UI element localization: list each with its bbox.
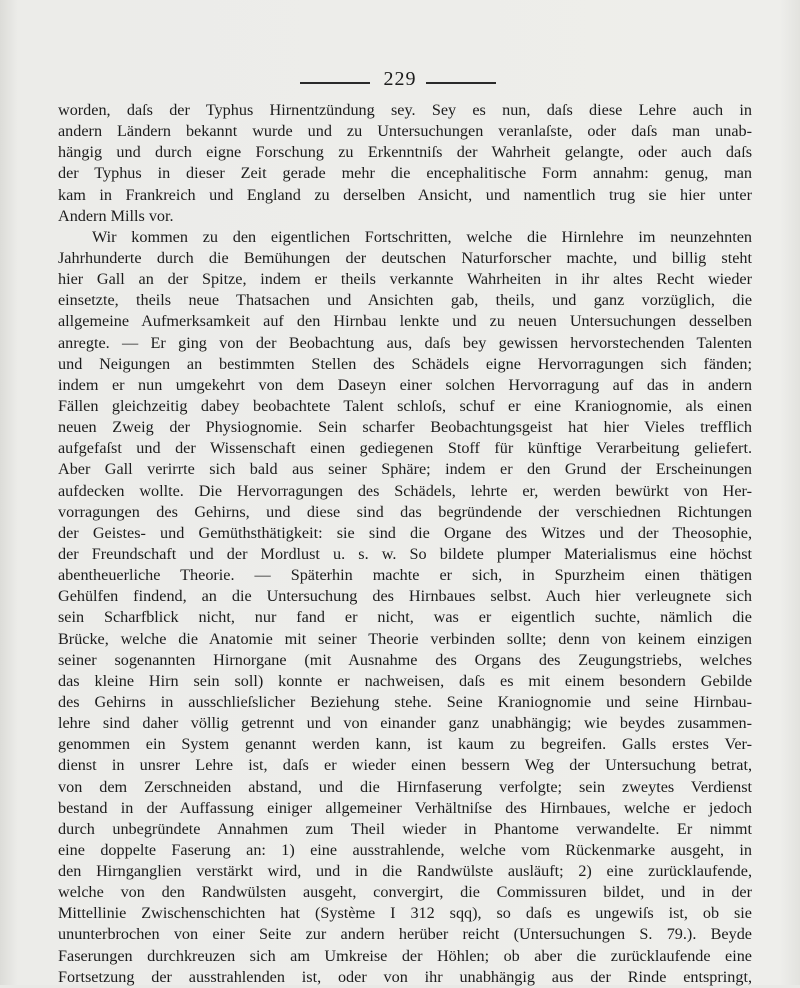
text-line: Fortsetzung der ausstrahlenden ist, oder von ihr unabhängig aus der Rinde entspringt, <box>58 967 752 986</box>
text-line: welche von den Randwülsten ausgeht, convergirt, die Commissuren bildet, und in der <box>58 883 752 902</box>
text-line: neuen Zweig der Physiognomie. Sein scharfer Beobachtungsgeist hat hier Vieles trefflich <box>58 418 752 437</box>
text-line: ununterbrochen von einer Seite zur andern herüber reicht (Untersuchungen S. 79.). Beyde <box>58 925 752 944</box>
text-line: genommen ein System genannt werden kann, ist kaum zu begreifen. Galls erstes Ver- <box>58 735 752 754</box>
paragraph-1 <box>58 100 752 227</box>
text-line: kam in Frankreich und England zu derselben Ansicht, und namentlich trug sie hier unter <box>58 185 752 204</box>
header-rule-right <box>426 82 496 84</box>
text-line: Faserungen durchkreuzen sich am Umkreise der Höhlen; ob aber die zurücklaufende eine <box>58 946 752 965</box>
text-line: sein Scharfblick nicht, nur fand er nicht, was er eigentlich suchte, nämlich die <box>58 608 752 627</box>
text-line: Aber Gall verirrte sich bald aus seiner Sphäre; indem er den Grund der Erscheinungen <box>58 460 752 479</box>
text-line: Mittellinie Zwischenschichten hat (Système I 312 sqq), so daſs es ungewiſs ist, ob sie <box>58 904 752 923</box>
text-line: eine doppelte Faserung an: 1) eine ausstrahlende, welche vom Rückenmarke ausgeht, in <box>58 840 752 859</box>
text-line: hängig und durch eigne Forschung zu Erkenntniſs der Wahrheit gelangte, oder auch daſs <box>58 143 752 162</box>
header-rule-left <box>300 82 370 84</box>
text-line: worden, daſs der Typhus Hirnentzündung sey. Sey es nun, daſs diese Lehre auch in <box>58 101 752 119</box>
text-line: seiner sogenannten Hirnorgane (mit Ausnahme des Organs des Zeugungstriebs, welches <box>58 650 752 669</box>
text-line: einsetzte, theils neue Thatsachen und Ansichten gab, theils, und ganz vorzüglich, die <box>58 291 752 310</box>
text-line: Brücke, welche die Anatomie mit seiner Theorie verbinden sollte; denn von keinem einzigen <box>58 629 752 648</box>
text-line: vorragungen des Gehirns, und diese sind das begründende der verschiednen Richtungen <box>58 502 752 521</box>
text-line: Jahrhunderte durch die Bemühungen der deutschen Naturforscher machte, und billig steht <box>58 248 752 267</box>
text-line: des Gehirns in ausschlieſslicher Beziehung stehe. Seine Kraniognomie und seine Hirnbau- <box>58 692 752 711</box>
text-line: dienst in unsrer Lehre ist, daſs er wieder einen bessern Weg der Untersuchung betrat, <box>58 756 752 775</box>
text-line: durch unbegründete Annahmen zum Theil wieder in Phantome verwandelte. Er nimmt <box>58 819 752 838</box>
text-line: der Typhus in dieser Zeit gerade mehr die encephalitische Form annahm: genug, man <box>58 164 752 183</box>
text-line: allgemeine Aufmerksamkeit auf den Hirnbau lenkte und zu neuen Untersuchungen desselben <box>58 312 752 331</box>
text-line: indem er nun umgekehrt von dem Daseyn einer solchen Hervorragung auf das in andern <box>58 375 752 394</box>
text-line: Andern Mills vor. <box>58 206 174 225</box>
page-header <box>0 68 800 98</box>
text-line: den Hirnganglien verstärkt wird, und in die Randwülste ausläuft; 2) eine zurücklaufende, <box>58 862 752 881</box>
text-line: anregte. — Er ging von der Beobachtung aus, daſs bey gewissen hervorstechenden Talenten <box>58 333 752 352</box>
text-line: aufdecken wollte. Die Hervorragungen des Schädels, lehrte er, werden bewürkt von Her- <box>58 481 752 500</box>
text-line: Wir kommen zu den eigentlichen Fortschritten, welche die Hirnlehre im neunzehnten <box>92 227 752 246</box>
text-line: das kleine Hirn sein soll) konnte er nachweisen, daſs es mit einem besondern Gebilde <box>58 671 752 690</box>
text-line: der Freundschaft und der Mordlust u. s. w. So bildete plumper Materialismus eine höchst <box>58 544 752 563</box>
text-line: lehre sind daher völlig getrennt und von einander ganz unabhängig; wie beydes zusammen- <box>58 714 752 733</box>
text-line: bestand in der Auffassung einiger allgemeiner Verhältniſse des Hirnbaues, welche er jedoch <box>58 798 752 817</box>
text-line: hier Gall an der Spitze, indem er theils verkannte Wahrheiten in ihr altes Recht wieder <box>58 270 752 289</box>
text-line: aufgefaſst und der Wissenschaft einen gediegenen Stoff für künftige Verarbeitung geliefert. <box>58 439 752 458</box>
text-line: der Geistes- und Gemüthsthätigkeit: sie sind die Organe des Witzes und der Theosophie, <box>58 523 752 542</box>
page-number: 229 <box>383 68 417 90</box>
paragraph-2 <box>58 227 752 988</box>
text-line: von dem Zerschneiden abstand, und die Hirnfaserung verfolgte; sein zweytes Verdienst <box>58 777 752 796</box>
text-line: Gehülfen findend, an die Untersuchung des Hirnbaues selbst. Auch hier verleugnete sich <box>58 587 752 606</box>
text-line: und Neigungen an bestimmten Stellen des Schädels eigne Hervorragungen sich fänden; <box>58 354 752 373</box>
text-line: andern Ländern bekannt wurde und zu Untersuchungen veranlaſste, oder daſs man unab- <box>58 122 752 141</box>
text-line: Fällen gleichzeitig dabey beobachtete Talent schloſs, schuf er eine Kraniognomie, als einen <box>58 396 752 415</box>
text-line: abentheuerliche Theorie. — Späterhin machte er sich, in Spurzheim einen thätigen <box>58 566 752 585</box>
body-text <box>58 100 752 988</box>
